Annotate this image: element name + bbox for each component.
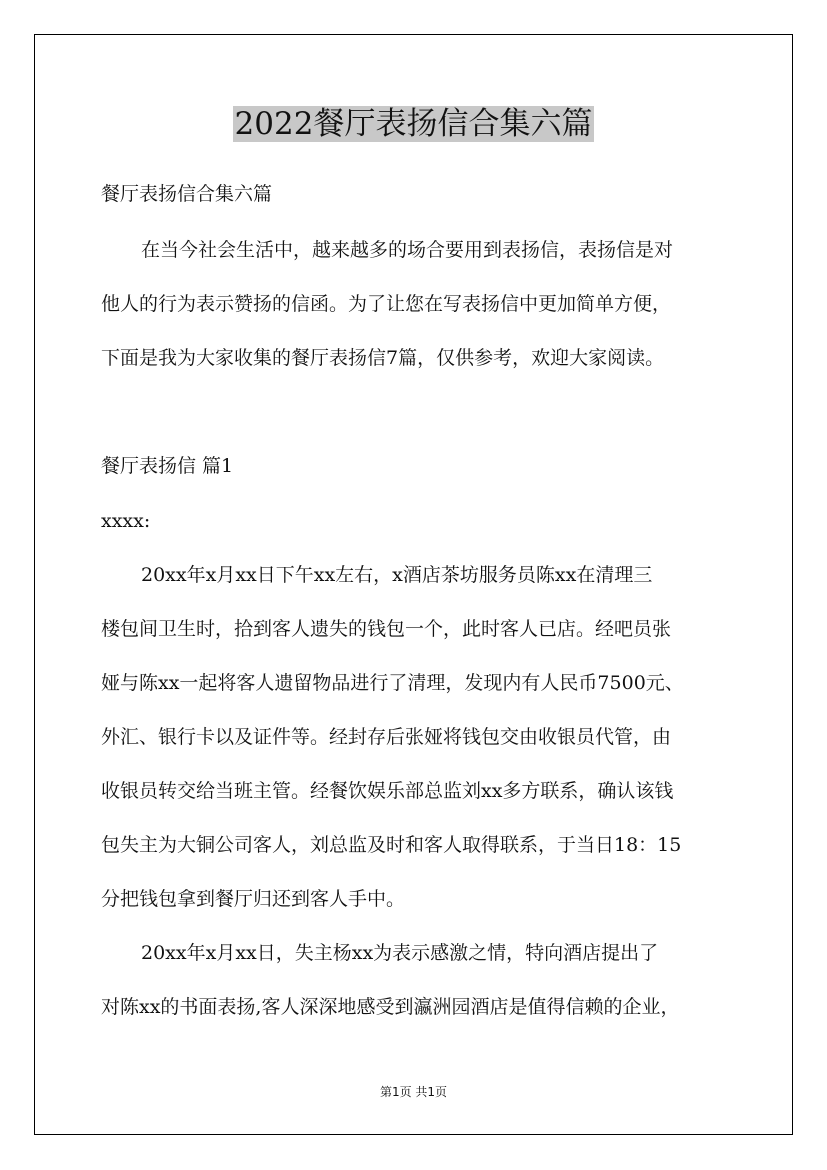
paragraph-line: 外汇、银行卡以及证件等。经封存后张娅将钱包交由收银员代管，由 (101, 726, 672, 748)
paragraph-line: 分把钱包拿到餐厅归还到客人手中。 (101, 888, 406, 910)
paragraph-line: 收银员转交给当班主管。经餐饮娱乐部总监刘xx多方联系，确认该钱 (101, 780, 674, 802)
intro-line: 下面是我为大家收集的餐厅表扬信7篇，仅供参考，欢迎大家阅读。 (101, 347, 665, 369)
paragraph-line: 包失主为大铜公司客人，刘总监及时和客人取得联系，于当日18：15 (101, 834, 682, 856)
salutation: xxxx: (101, 510, 151, 532)
paragraph-line: 楼包间卫生时，拾到客人遗失的钱包一个，此时客人已店。经吧员张 (101, 618, 672, 640)
paragraph-line: 20xx年x月xx日，失主杨xx为表示感激之情，特向酒店提出了 (141, 942, 659, 964)
subtitle: 餐厅表扬信合集六篇 (101, 183, 273, 205)
document-title: 2022餐厅表扬信合集六篇 (234, 106, 593, 142)
intro-line: 在当今社会生活中，越来越多的场合要用到表扬信，表扬信是对 (141, 239, 674, 261)
intro-line: 他人的行为表示赞扬的信函。为了让您在写表扬信中更加简单方便， (101, 293, 672, 315)
paragraph-line: 娅与陈xx一起将客人遗留物品进行了清理，发现内有人民币7500元、 (101, 672, 684, 694)
paragraph-line: 20xx年x月xx日下午xx左右，x酒店茶坊服务员陈xx在清理三 (141, 564, 653, 586)
section-heading: 餐厅表扬信 篇1 (101, 455, 234, 477)
page-footer: 第1页 共1页 (379, 1085, 448, 1099)
paragraph-line: 对陈xx的书面表扬,客人深深地感受到瀛洲园酒店是值得信赖的企业， (101, 996, 680, 1018)
